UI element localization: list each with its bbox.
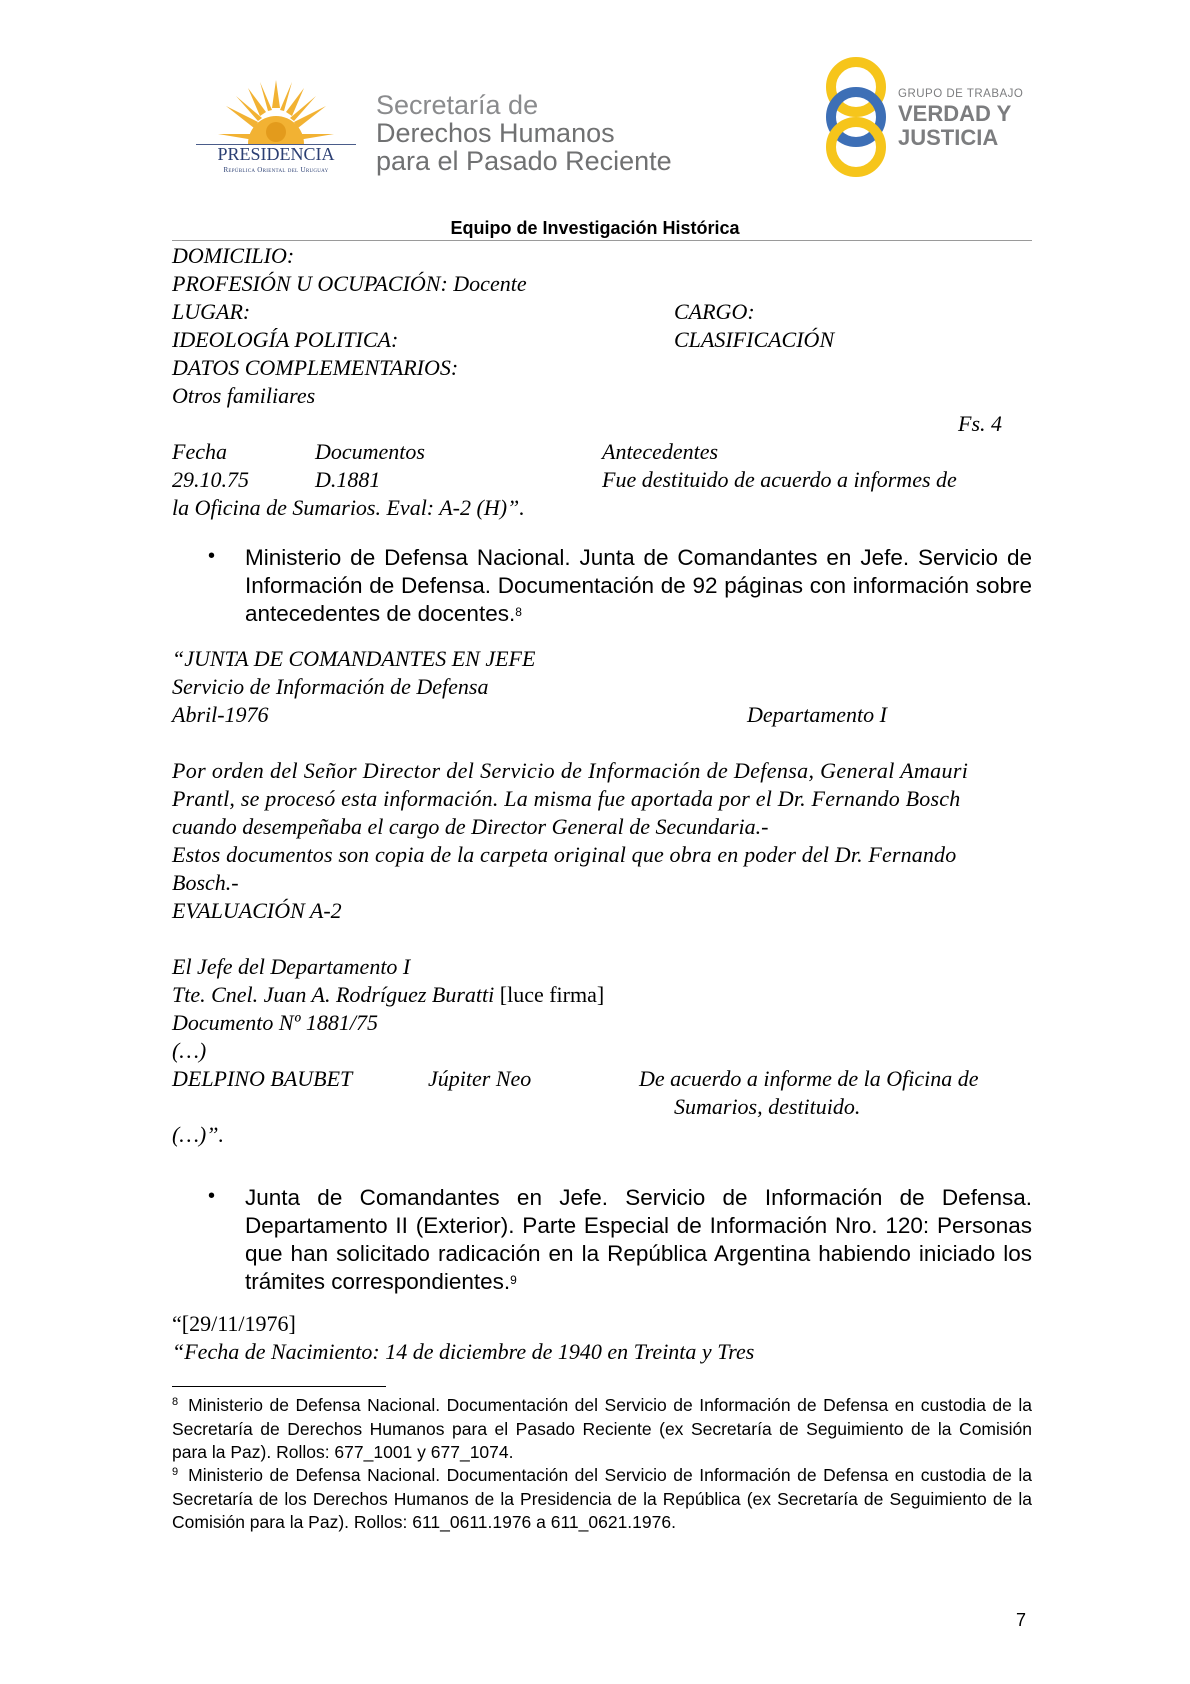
col-antecedentes: Antecedentes xyxy=(602,439,719,464)
footnote-number: 8 xyxy=(172,1396,179,1408)
secretaria-logo xyxy=(376,91,672,175)
grupo-line-1: GRUPO DE TRABAJO xyxy=(898,88,1024,100)
bullet-dot: • xyxy=(208,1185,216,1207)
bullet-dot: • xyxy=(208,545,216,567)
quote-jefe: El Jefe del Departamento I xyxy=(172,954,411,979)
quote-given-name: Júpiter Neo xyxy=(428,1066,532,1091)
presidencia-logo xyxy=(196,78,356,178)
footnote-number: 9 xyxy=(172,1466,179,1478)
secretaria-line-2: Derechos Humanos xyxy=(376,118,615,148)
quote-ellipsis: (…) xyxy=(172,1038,207,1063)
quote-line: “JUNTA DE COMANDANTES EN JEFE xyxy=(172,646,536,671)
quote-signatory xyxy=(172,982,604,1008)
footnote-ref: 9 xyxy=(510,1273,517,1287)
signatory-name: Tte. Cnel. Juan A. Rodríguez Buratti xyxy=(172,982,495,1007)
field-domicilio: DOMICILIO: xyxy=(172,243,295,268)
page-number: 7 xyxy=(1016,1610,1027,1630)
quote-line: Abril-1976 xyxy=(172,702,269,727)
row-fecha: 29.10.75 xyxy=(172,467,249,492)
footnote xyxy=(172,1394,1032,1465)
field-profesion: PROFESIÓN U OCUPACIÓN: Docente xyxy=(172,271,527,296)
linked-rings-icon xyxy=(822,56,892,178)
quote-paragraph-line: Por orden del Señor Director del Servicio de Información de Defensa, General Amauri xyxy=(172,758,969,783)
field-lugar: LUGAR: xyxy=(172,299,251,324)
quote-paragraph-line: Estos documentos son copia de la carpeta original que obra en poder del Dr. Fernando xyxy=(172,842,957,867)
folio-number: Fs. 4 xyxy=(958,411,1002,436)
field-cargo: CARGO: xyxy=(674,299,755,324)
col-fecha: Fecha xyxy=(172,439,227,464)
presidencia-subtitle: República Oriental del Uruguay xyxy=(223,166,329,174)
footnote-separator xyxy=(172,1386,386,1387)
bullet-item xyxy=(245,544,1032,628)
header-title: Equipo de Investigación Histórica xyxy=(450,218,740,238)
secretaria-line-3: para el Pasado Reciente xyxy=(376,146,672,176)
quote-paragraph-line: cuando desempeñaba el cargo de Director General de Secundaria.- xyxy=(172,814,769,839)
footnote-text: Ministerio de Defensa Nacional. Documentación del Servicio de Información de Defensa en custodia de la Secretaría de Derechos Humanos para el Pasado Reciente (ex Secretaría de Seguimiento de la Comisión para la Paz). Rollos: 677_1001 y 677_1074. xyxy=(172,1395,1032,1462)
presidencia-label: PRESIDENCIA xyxy=(217,144,335,164)
row-antecedentes: Fue destituido de acuerdo a informes de xyxy=(602,467,957,492)
quote-informe: De acuerdo a informe de la Oficina de xyxy=(639,1066,979,1091)
quote-document-number: Documento Nº 1881/75 xyxy=(172,1010,379,1035)
bullet-item xyxy=(245,1184,1032,1296)
col-documentos: Documentos xyxy=(315,439,425,464)
row-antecedentes-cont: la Oficina de Sumarios. Eval: A-2 (H)”. xyxy=(172,495,525,520)
quote-evaluacion: EVALUACIÓN A-2 xyxy=(172,898,342,923)
field-ideologia: IDEOLOGÍA POLITICA: xyxy=(172,327,399,352)
signature-note: [luce firma] xyxy=(499,982,605,1007)
quote-end: (…)”. xyxy=(172,1122,224,1147)
header-rule xyxy=(172,240,1032,241)
grupo-line-3: JUSTICIA xyxy=(898,125,999,150)
quote-paragraph-line: Bosch.- xyxy=(172,870,239,895)
quote-date: “[29/11/1976] xyxy=(172,1311,296,1336)
bullet-text: Junta de Comandantes en Jefe. Servicio de Información de Defensa. Departamento II (Exterior). Parte Especial de Información Nro. 120: Personas que han solicitado radicación en la República Argentina habiendo iniciado los trámites correspondientes. xyxy=(245,1185,1032,1294)
secretaria-line-1: Secretaría de xyxy=(376,90,539,120)
verdad-justicia-logo xyxy=(822,56,1030,178)
quote-surname: DELPINO BAUBET xyxy=(172,1066,353,1091)
sun-icon xyxy=(196,78,356,148)
grupo-line-2: VERDAD Y xyxy=(898,101,1012,126)
footnote xyxy=(172,1464,1032,1535)
quote-informe-cont: Sumarios, destituido. xyxy=(674,1094,861,1119)
quote-birth-line: “Fecha de Nacimiento: 14 de diciembre de 1940 en Treinta y Tres xyxy=(172,1339,755,1364)
row-documento: D.1881 xyxy=(315,467,381,492)
quote-paragraph-line: Prantl, se procesó esta información. La misma fue aportada por el Dr. Fernando Bosch xyxy=(172,786,961,811)
quote-departamento: Departamento I xyxy=(747,702,887,727)
field-clasificacion: CLASIFICACIÓN xyxy=(674,327,835,352)
quote-line: Servicio de Información de Defensa xyxy=(172,674,489,699)
footnote-ref: 8 xyxy=(515,605,522,619)
field-datos: DATOS COMPLEMENTARIOS: xyxy=(172,355,459,380)
field-otros: Otros familiares xyxy=(172,383,316,408)
footnote-text: Ministerio de Defensa Nacional. Documentación del Servicio de Información de Defensa en custodia de la Secretaría de los Derechos Humanos de la Presidencia de la República (ex Secretaría de Seguimiento de la Comisión para la Paz). Rollos: 611_0611.1976 a 611_0621.1976. xyxy=(172,1465,1032,1532)
bullet-text: Ministerio de Defensa Nacional. Junta de Comandantes en Jefe. Servicio de Información de Defensa. Documentación de 92 páginas con información sobre antecedentes de docentes. xyxy=(245,545,1032,626)
